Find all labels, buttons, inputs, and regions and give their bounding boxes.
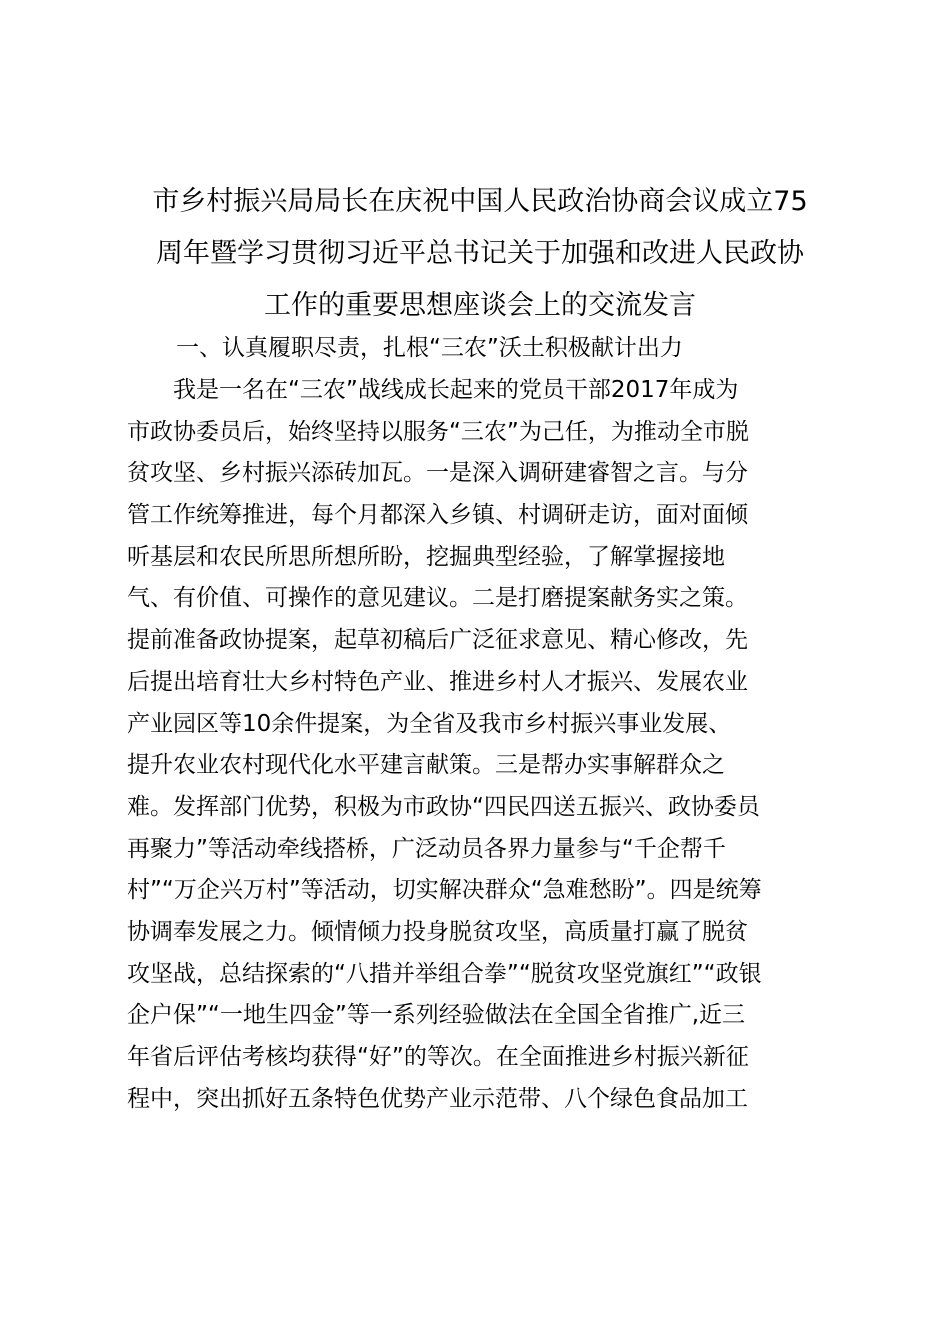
body-line: 再聚力”等活动牵线搭桥，广泛动员各界力量参与“千企帮千: [127, 835, 726, 862]
section-heading: 一、认真履职尽责，扎根“三农”沃土积极献计出力: [176, 335, 683, 361]
body-line: 年省后评估考核均获得“好”的等次。在全面推进乡村振兴新征: [127, 1044, 749, 1070]
title-line: 周年暨学习贯彻习近平总书记关于加强和改进人民政协: [156, 238, 804, 269]
title-line: 工作的重要思想座谈会上的交流发言: [264, 290, 696, 321]
body-text: [127, 370, 837, 1120]
body-line: 攻坚战，总结探索的“八措并举组合拳”“脱贫攻坚党旗红”“政银: [127, 960, 762, 987]
body-line: 提前准备政协提案，起草初稿后广泛征求意见、精心修改，先: [127, 627, 748, 654]
body-line: 企户保”“一地生四金”等一系列经验做法在全国全省推广,近三: [127, 1002, 746, 1029]
body-line: 产业园区等10余件提案，为全省及我市乡村振兴事业发展、: [127, 710, 732, 737]
body-line: 我是一名在“三农”战线成长起来的党员干部2017年成为: [173, 377, 739, 403]
body-line: 市政协委员后，始终坚持以服务“三农”为己任，为推动全市脱: [127, 418, 749, 445]
document-title: [120, 176, 840, 332]
body-line: 程中，突出抓好五条特色优势产业示范带、八个绿色食品加工: [127, 1085, 748, 1112]
body-line: 管工作统筹推进，每个月都深入乡镇、村调研走访，面对面倾: [127, 502, 748, 529]
body-line: 难。发挥部门优势，积极为市政协“四民四送五振兴、政协委员: [127, 793, 760, 820]
body-line: 贫攻坚、乡村振兴添砖加瓦。一是深入调研建睿智之言。与分: [127, 460, 748, 487]
body-line: 协调奉发展之力。倾情倾力投身脱贫攻坚，高质量打赢了脱贫: [127, 918, 748, 945]
title-line: 市乡村振兴局局长在庆祝中国人民政治协商会议成立75: [152, 186, 808, 217]
body-line: 气、有价值、可操作的意见建议。二是打磨提案献务实之策。: [127, 585, 748, 612]
body-line: 提升农业农村现代化水平建言献策。三是帮办实事解群众之: [127, 752, 725, 779]
body-line: 听基层和农民所思所想所盼，挖掘典型经验，了解掌握接地: [127, 543, 725, 570]
body-line: 后提出培育壮大乡村特色产业、推进乡村人才振兴、发展农业: [127, 668, 748, 695]
body-line: 村”“万企兴万村”等活动，切实解决群众“急难愁盼”。四是统筹: [127, 877, 762, 904]
